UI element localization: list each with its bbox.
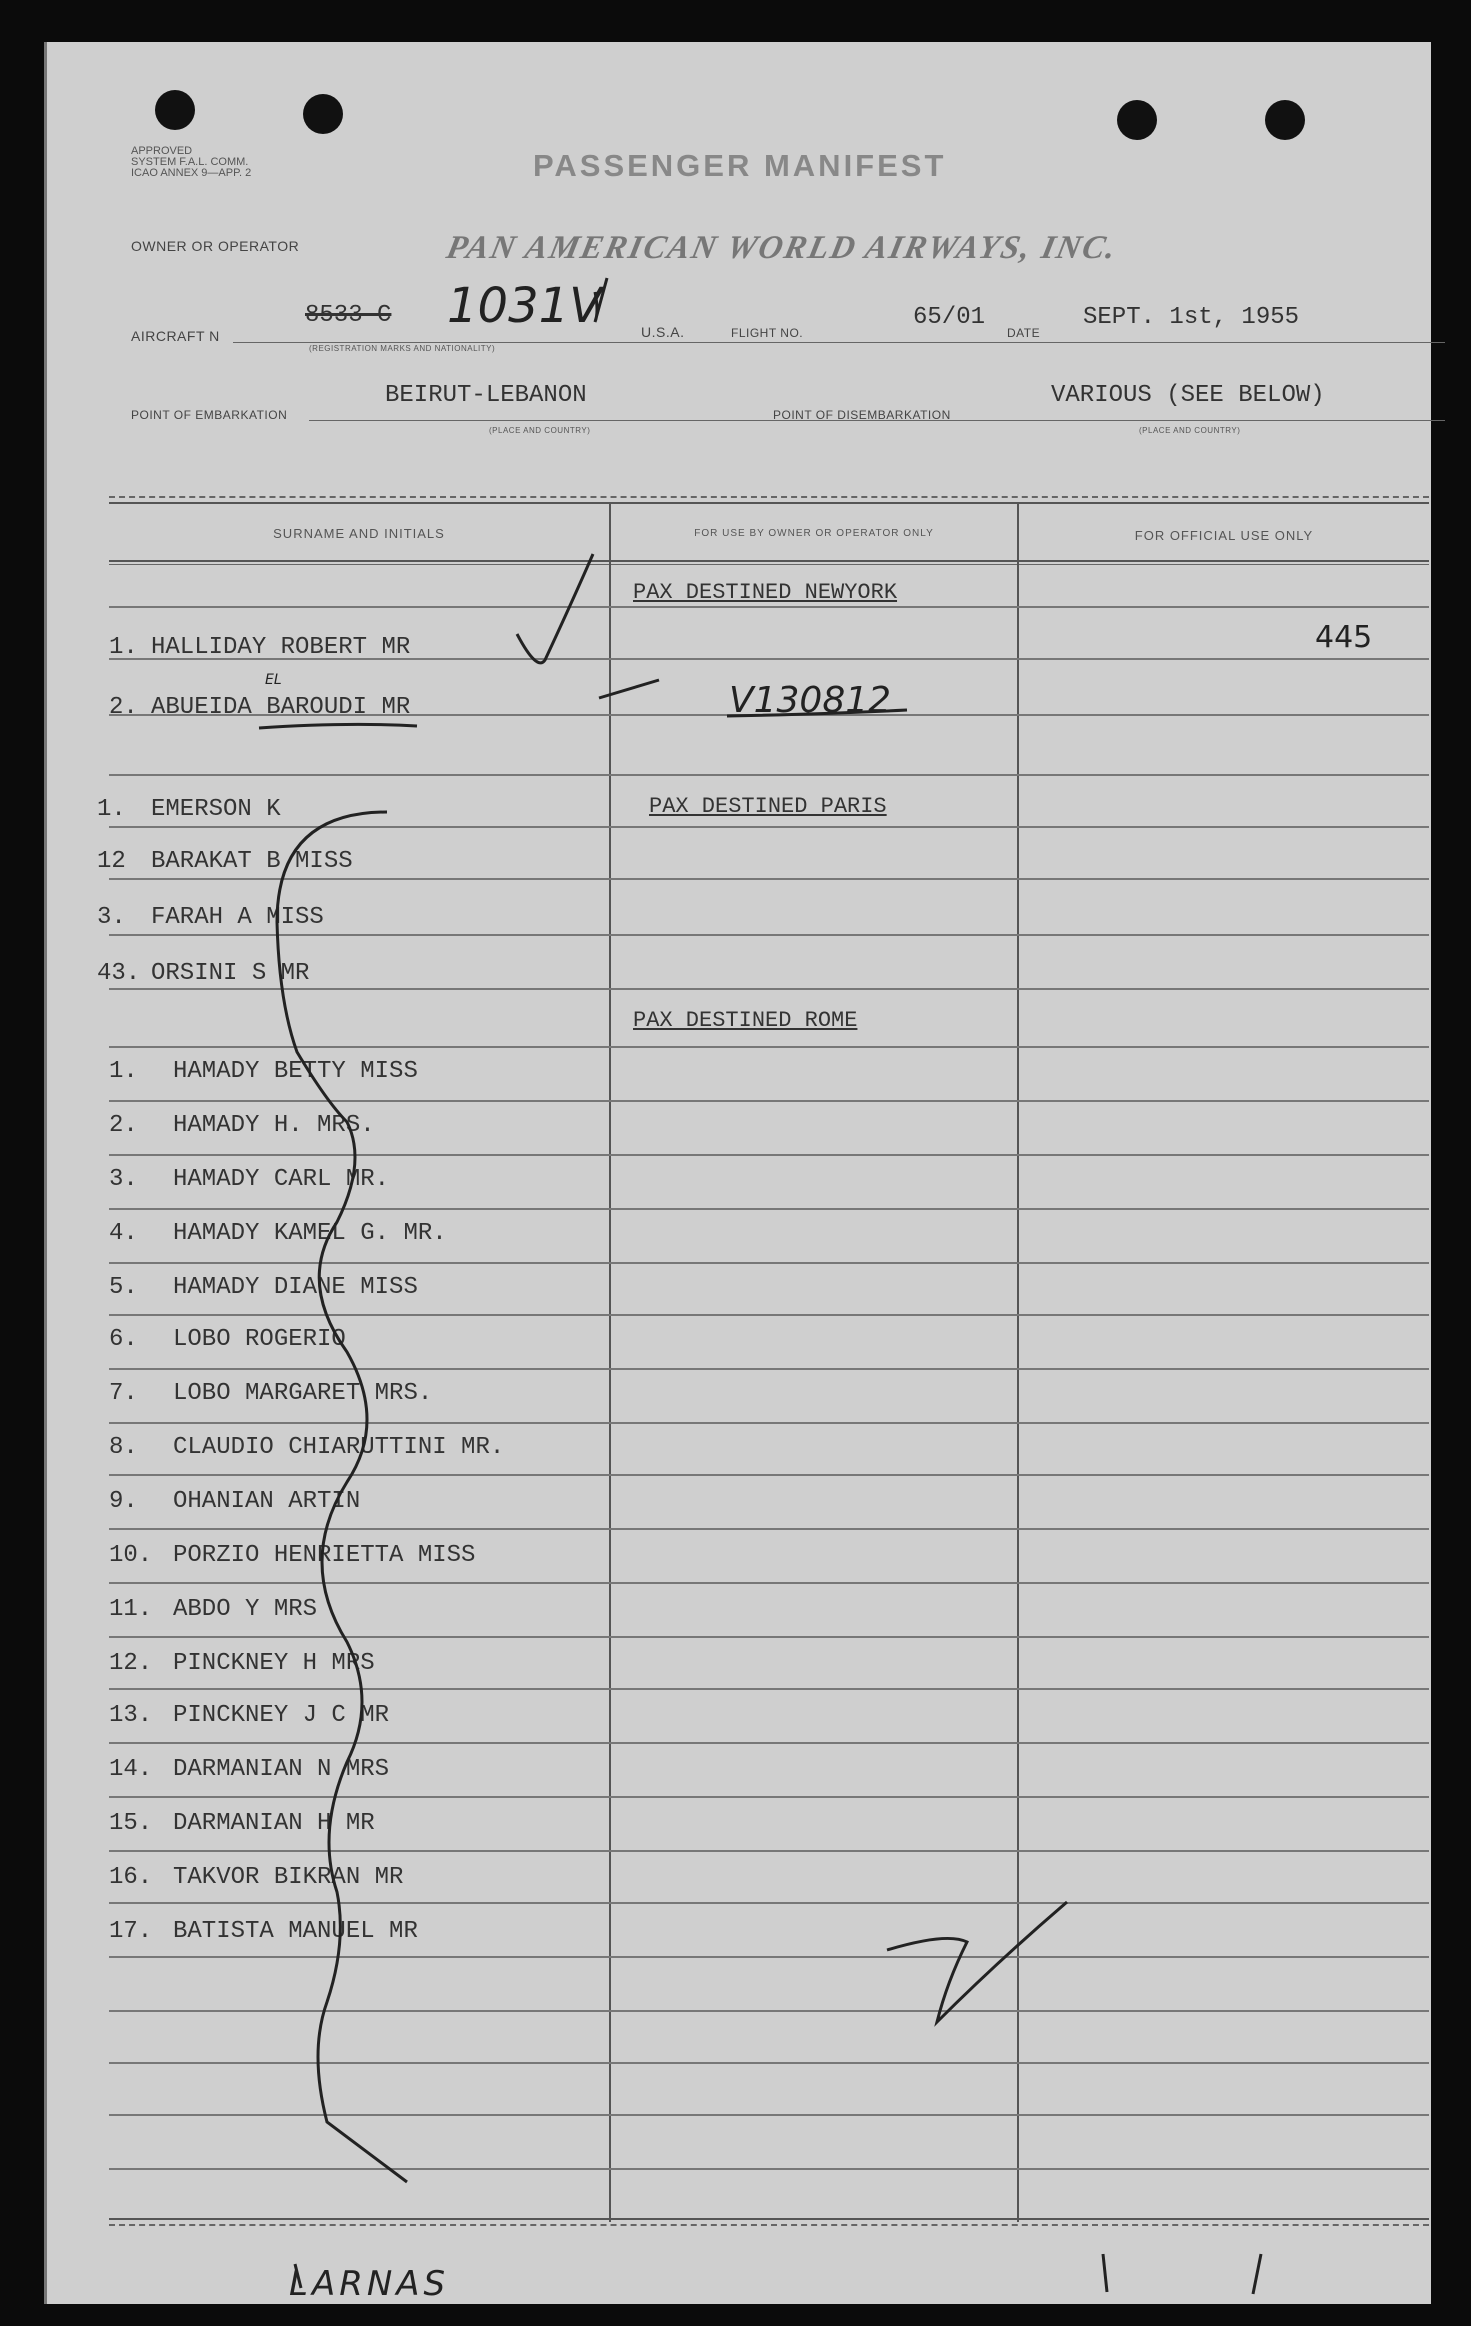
ruled-line <box>109 1850 1429 1852</box>
punch-hole <box>1265 100 1305 140</box>
punch-hole <box>1117 100 1157 140</box>
passenger-row <box>97 904 324 931</box>
passenger-name: PINCKNEY H MRS <box>173 1650 375 1677</box>
approval-line: ICAO ANNEX 9—APP. 2 <box>131 167 252 179</box>
passenger-row <box>109 1220 447 1247</box>
passenger-row <box>109 1434 504 1461</box>
ruled-line <box>109 2062 1429 2064</box>
checkmark-icon <box>887 1902 1067 2022</box>
passenger-number: 2. <box>109 694 138 721</box>
passenger-number: 12 <box>97 848 126 875</box>
place-caption: (PLACE AND COUNTRY) <box>489 426 591 435</box>
ruled-line <box>109 1368 1429 1370</box>
passenger-number: 14. <box>109 1756 153 1783</box>
ticket-number: V130812 <box>729 680 892 721</box>
ruled-line <box>109 1902 1429 1904</box>
passenger-row <box>109 1596 317 1623</box>
group-header-paris: PAX DESTINED PARIS <box>649 794 887 819</box>
ruled-line <box>109 1314 1429 1316</box>
passenger-row <box>109 1864 403 1891</box>
passenger-name: EMERSON K <box>151 796 281 823</box>
passenger-row <box>109 1380 432 1407</box>
passenger-row <box>97 960 309 987</box>
passenger-row <box>109 1702 389 1729</box>
page-title: PASSENGER MANIFEST <box>533 148 947 183</box>
registration-caption: (REGISTRATION MARKS AND NATIONALITY) <box>309 344 496 353</box>
ruled-line <box>109 2114 1429 2116</box>
passenger-number: 10. <box>109 1542 153 1569</box>
passenger-number: 1. <box>97 796 126 823</box>
passenger-row <box>109 1918 418 1945</box>
usa-label: U.S.A. <box>641 324 685 340</box>
ruled-line <box>109 826 1429 828</box>
approval-line: APPROVED <box>131 145 193 157</box>
passenger-number: 2. <box>109 1112 138 1139</box>
disembark-value: VARIOUS (SEE BELOW) <box>1051 382 1325 409</box>
embark-label: POINT OF EMBARKATION <box>131 408 288 422</box>
place-caption: (PLACE AND COUNTRY) <box>1139 426 1241 435</box>
ruled-line <box>109 878 1429 880</box>
flight-number: 65/01 <box>913 304 986 331</box>
passenger-name: HAMADY DIANE MISS <box>173 1274 418 1301</box>
passenger-number: 16. <box>109 1864 153 1891</box>
passenger-row <box>109 1326 346 1353</box>
passenger-number: 1. <box>109 1058 138 1085</box>
ruled-line <box>109 1474 1429 1476</box>
passenger-name: PORZIO HENRIETTA MISS <box>173 1542 476 1569</box>
passenger-name: CLAUDIO CHIARUTTINI MR. <box>173 1434 505 1461</box>
passenger-number: 3. <box>109 1166 138 1193</box>
ruled-line <box>109 1528 1429 1530</box>
passenger-number: 8. <box>109 1434 138 1461</box>
checkmark-icon <box>599 680 659 698</box>
passenger-name: HAMADY KAMEL G. MR. <box>173 1220 447 1247</box>
passenger-name: HAMADY H. MRS. <box>173 1112 375 1139</box>
ruled-line <box>109 1208 1429 1210</box>
passenger-number: 6. <box>109 1326 138 1353</box>
column-header-owner-use: FOR USE BY OWNER OR OPERATOR ONLY <box>694 528 934 539</box>
ruled-line <box>109 1422 1429 1424</box>
group-header-rome: PAX DESTINED ROME <box>633 1008 858 1033</box>
ruled-line <box>109 1636 1429 1638</box>
date-label: DATE <box>1007 326 1041 340</box>
ruled-line <box>109 1046 1429 1048</box>
column-header-official-use: FOR OFFICIAL USE ONLY <box>1134 528 1314 543</box>
passenger-name: ORSINI S MR <box>151 960 310 987</box>
passenger-row <box>109 1542 475 1569</box>
ruled-line <box>109 1262 1429 1264</box>
passenger-name: HAMADY BETTY MISS <box>173 1058 418 1085</box>
passenger-number: 7. <box>109 1380 138 1407</box>
manifest-sheet <box>44 42 1431 2304</box>
passenger-name: LOBO ROGERIO <box>173 1326 346 1353</box>
passenger-row <box>109 634 410 661</box>
disembark-label: POINT OF DISEMBARKATION <box>773 408 951 422</box>
passenger-row <box>97 796 281 823</box>
ruled-line <box>109 988 1429 990</box>
ruled-line <box>109 1582 1429 1584</box>
punch-hole <box>303 94 343 134</box>
passenger-name: OHANIAN ARTIN <box>173 1488 361 1515</box>
ruled-line <box>109 1796 1429 1798</box>
column-header-surname: SURNAME AND INITIALS <box>273 526 445 541</box>
ruled-line <box>109 1100 1429 1102</box>
ruled-line <box>109 1154 1429 1156</box>
passenger-row <box>109 1810 375 1837</box>
passenger-name: DARMANIAN N MRS <box>173 1756 390 1783</box>
passenger-name: FARAH A MISS <box>151 904 324 931</box>
aircraft-handwritten: 1031V <box>447 278 602 334</box>
approval-line: SYSTEM F.A.L. COMM. <box>131 156 249 168</box>
passenger-name: HALLIDAY ROBERT MR <box>151 634 411 661</box>
ruled-line <box>109 2010 1429 2012</box>
passenger-row <box>109 694 410 721</box>
operator-name: PAN AMERICAN WORLD AIRWAYS, INC. <box>443 230 1121 266</box>
passenger-row <box>109 1112 375 1139</box>
passenger-name: LOBO MARGARET MRS. <box>173 1380 433 1407</box>
passenger-row <box>97 848 353 875</box>
checkmark-icon <box>517 554 593 663</box>
passenger-row <box>109 1058 418 1085</box>
passenger-number: 5. <box>109 1274 138 1301</box>
aircraft-struck: 8533 C <box>305 302 392 329</box>
annotation-el: EL <box>265 672 282 688</box>
passenger-row <box>109 1274 418 1301</box>
group-header-newyork: PAX DESTINED NEWYORK <box>633 580 898 605</box>
passenger-name: TAKVOR BIKRAN MR <box>173 1864 404 1891</box>
embark-value: BEIRUT-LEBANON <box>385 382 587 409</box>
passenger-name: HAMADY CARL MR. <box>173 1166 390 1193</box>
passenger-number: 4. <box>109 1220 138 1247</box>
tick-mark <box>1253 2254 1261 2294</box>
passenger-row <box>109 1488 360 1515</box>
ruled-line <box>109 606 1429 608</box>
ruled-line <box>109 1742 1429 1744</box>
passenger-number: 1. <box>109 634 138 661</box>
flight-label: FLIGHT NO. <box>731 326 804 340</box>
passenger-name: PINCKNEY J C MR <box>173 1702 390 1729</box>
passenger-row <box>109 1650 375 1677</box>
ruled-line <box>109 1688 1429 1690</box>
aircraft-label: AIRCRAFT N <box>131 328 220 344</box>
passenger-number: 9. <box>109 1488 138 1515</box>
bottom-handwriting: LARNAS <box>289 2264 450 2304</box>
passenger-number: 43. <box>97 960 141 987</box>
tick-mark <box>1103 2254 1107 2292</box>
underline-stroke <box>259 724 417 728</box>
passenger-name: BARAKAT B MISS <box>151 848 353 875</box>
ruled-line <box>109 774 1429 776</box>
approval-block <box>131 146 251 179</box>
passenger-name: ABDO Y MRS <box>173 1596 318 1623</box>
passenger-name: ABUEIDA BAROUDI MR <box>151 694 411 721</box>
ruled-line <box>109 2168 1429 2170</box>
passenger-row <box>109 1166 389 1193</box>
punch-hole <box>155 90 195 130</box>
ruled-line <box>109 934 1429 936</box>
ruled-line <box>109 1956 1429 1958</box>
passenger-number: 17. <box>109 1918 153 1945</box>
passenger-row <box>109 1756 389 1783</box>
owner-label: OWNER OR OPERATOR <box>131 238 300 254</box>
passenger-number: 11. <box>109 1596 153 1623</box>
passenger-number: 13. <box>109 1702 153 1729</box>
passenger-number: 12. <box>109 1650 153 1677</box>
passenger-number: 15. <box>109 1810 153 1837</box>
passenger-name: BATISTA MANUEL MR <box>173 1918 418 1945</box>
official-number: 445 <box>1315 620 1373 655</box>
passenger-number: 3. <box>97 904 126 931</box>
passenger-name: DARMANIAN H MR <box>173 1810 375 1837</box>
date-value: SEPT. 1st, 1955 <box>1083 304 1300 331</box>
